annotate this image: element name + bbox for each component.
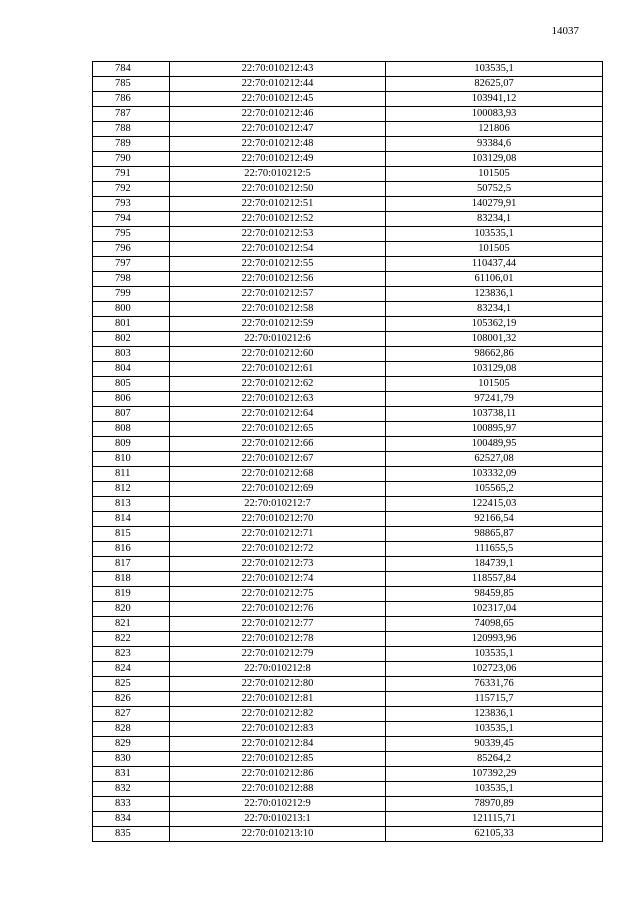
cadastral-number-cell: 22:70:010212:59 [170,317,386,332]
row-number-cell: 835 [93,827,170,842]
cadastral-number-cell: 22:70:010212:79 [170,647,386,662]
row-number-cell: 808 [93,422,170,437]
value-cell: 102723,06 [386,662,603,677]
cadastral-number-cell: 22:70:010212:50 [170,182,386,197]
row-number-cell: 791 [93,167,170,182]
cadastral-number-cell: 22:70:010212:43 [170,62,386,77]
row-number-cell: 824 [93,662,170,677]
cadastral-number-cell: 22:70:010212:61 [170,362,386,377]
cadastral-number-cell: 22:70:010212:47 [170,122,386,137]
row-number-cell: 806 [93,392,170,407]
cadastral-number-cell: 22:70:010212:7 [170,497,386,512]
value-cell: 76331,76 [386,677,603,692]
table-row [93,287,603,302]
row-number-cell: 823 [93,647,170,662]
cadastral-number-cell: 22:70:010212:63 [170,392,386,407]
row-number-cell: 820 [93,602,170,617]
value-cell: 110437,44 [386,257,603,272]
cadastral-number-cell: 22:70:010212:70 [170,512,386,527]
table-row [93,317,603,332]
row-number-cell: 790 [93,152,170,167]
cadastral-number-cell: 22:70:010212:83 [170,722,386,737]
row-number-cell: 800 [93,302,170,317]
cadastral-number-cell: 22:70:010212:74 [170,572,386,587]
cadastral-number-cell: 22:70:010212:55 [170,257,386,272]
row-number-cell: 832 [93,782,170,797]
cadastral-number-cell: 22:70:010212:76 [170,602,386,617]
row-number-cell: 805 [93,377,170,392]
table-row [93,272,603,287]
cadastral-number-cell: 22:70:010212:85 [170,752,386,767]
table-row [93,77,603,92]
table-row [93,737,603,752]
row-number-cell: 828 [93,722,170,737]
value-cell: 101505 [386,242,603,257]
value-cell: 101505 [386,167,603,182]
table-row [93,137,603,152]
cadastral-number-cell: 22:70:010212:80 [170,677,386,692]
table-row [93,422,603,437]
value-cell: 121806 [386,122,603,137]
data-table [92,61,603,842]
row-number-cell: 830 [93,752,170,767]
page-number: 14037 [551,25,579,37]
row-number-cell: 801 [93,317,170,332]
table-row [93,677,603,692]
cadastral-number-cell: 22:70:010213:10 [170,827,386,842]
table-row [93,437,603,452]
table-row [93,257,603,272]
value-cell: 100895,97 [386,422,603,437]
table-row [93,707,603,722]
value-cell: 62527,08 [386,452,603,467]
row-number-cell: 833 [93,797,170,812]
cadastral-number-cell: 22:70:010212:64 [170,407,386,422]
row-number-cell: 813 [93,497,170,512]
cadastral-number-cell: 22:70:010212:5 [170,167,386,182]
cadastral-number-cell: 22:70:010212:52 [170,212,386,227]
cadastral-number-cell: 22:70:010212:44 [170,77,386,92]
cadastral-number-cell: 22:70:010212:81 [170,692,386,707]
value-cell: 98865,87 [386,527,603,542]
row-number-cell: 798 [93,272,170,287]
value-cell: 184739,1 [386,557,603,572]
table-row [93,122,603,137]
table-row [93,362,603,377]
row-number-cell: 810 [93,452,170,467]
cadastral-number-cell: 22:70:010212:71 [170,527,386,542]
table-row [93,692,603,707]
table-row [93,467,603,482]
row-number-cell: 826 [93,692,170,707]
table-row [93,782,603,797]
row-number-cell: 809 [93,437,170,452]
value-cell: 103535,1 [386,647,603,662]
table-row [93,722,603,737]
table-row [93,302,603,317]
table-row [93,647,603,662]
table-row [93,182,603,197]
table-row [93,632,603,647]
row-number-cell: 796 [93,242,170,257]
value-cell: 122415,03 [386,497,603,512]
row-number-cell: 795 [93,227,170,242]
table-row [93,542,603,557]
value-cell: 90339,45 [386,737,603,752]
cadastral-number-cell: 22:70:010212:9 [170,797,386,812]
cadastral-number-cell: 22:70:010213:1 [170,812,386,827]
table-row [93,602,603,617]
table-row [93,752,603,767]
row-number-cell: 812 [93,482,170,497]
row-number-cell: 818 [93,572,170,587]
cadastral-number-cell: 22:70:010212:73 [170,557,386,572]
row-number-cell: 829 [93,737,170,752]
value-cell: 50752,5 [386,182,603,197]
row-number-cell: 797 [93,257,170,272]
table-row [93,662,603,677]
table-row [93,92,603,107]
row-number-cell: 831 [93,767,170,782]
value-cell: 107392,29 [386,767,603,782]
row-number-cell: 817 [93,557,170,572]
cadastral-number-cell: 22:70:010212:86 [170,767,386,782]
row-number-cell: 834 [93,812,170,827]
cadastral-number-cell: 22:70:010212:82 [170,707,386,722]
cadastral-number-cell: 22:70:010212:49 [170,152,386,167]
row-number-cell: 785 [93,77,170,92]
value-cell: 100083,93 [386,107,603,122]
value-cell: 103332,09 [386,467,603,482]
table-row [93,242,603,257]
value-cell: 83234,1 [386,212,603,227]
row-number-cell: 827 [93,707,170,722]
value-cell: 123836,1 [386,287,603,302]
value-cell: 103129,08 [386,362,603,377]
cadastral-number-cell: 22:70:010212:8 [170,662,386,677]
value-cell: 61106,01 [386,272,603,287]
cadastral-number-cell: 22:70:010212:6 [170,332,386,347]
table-row [93,587,603,602]
table-row [93,167,603,182]
value-cell: 103535,1 [386,722,603,737]
table-row [93,497,603,512]
cadastral-number-cell: 22:70:010212:57 [170,287,386,302]
row-number-cell: 787 [93,107,170,122]
cadastral-number-cell: 22:70:010212:77 [170,617,386,632]
row-number-cell: 799 [93,287,170,302]
table-row [93,152,603,167]
table-row [93,617,603,632]
cadastral-number-cell: 22:70:010212:62 [170,377,386,392]
row-number-cell: 788 [93,122,170,137]
value-cell: 98459,85 [386,587,603,602]
value-cell: 100489,95 [386,437,603,452]
table-row [93,797,603,812]
value-cell: 103535,1 [386,782,603,797]
cadastral-number-cell: 22:70:010212:51 [170,197,386,212]
table-row [93,527,603,542]
row-number-cell: 821 [93,617,170,632]
value-cell: 83234,1 [386,302,603,317]
value-cell: 111655,5 [386,542,603,557]
value-cell: 98662,86 [386,347,603,362]
value-cell: 82625,07 [386,77,603,92]
value-cell: 108001,32 [386,332,603,347]
row-number-cell: 815 [93,527,170,542]
row-number-cell: 803 [93,347,170,362]
table-row [93,572,603,587]
cadastral-number-cell: 22:70:010212:88 [170,782,386,797]
table-row [93,62,603,77]
value-cell: 103941,12 [386,92,603,107]
table-row [93,452,603,467]
row-number-cell: 814 [93,512,170,527]
row-number-cell: 825 [93,677,170,692]
row-number-cell: 822 [93,632,170,647]
value-cell: 97241,79 [386,392,603,407]
value-cell: 85264,2 [386,752,603,767]
value-cell: 120993,96 [386,632,603,647]
cadastral-number-cell: 22:70:010212:58 [170,302,386,317]
table-row [93,482,603,497]
row-number-cell: 802 [93,332,170,347]
table-row [93,407,603,422]
value-cell: 78970,89 [386,797,603,812]
cadastral-number-cell: 22:70:010212:84 [170,737,386,752]
value-cell: 101505 [386,377,603,392]
row-number-cell: 784 [93,62,170,77]
cadastral-number-cell: 22:70:010212:45 [170,92,386,107]
value-cell: 102317,04 [386,602,603,617]
table-row [93,197,603,212]
table-row [93,812,603,827]
value-cell: 115715,7 [386,692,603,707]
row-number-cell: 816 [93,542,170,557]
value-cell: 92166,54 [386,512,603,527]
table-row [93,557,603,572]
cadastral-number-cell: 22:70:010212:56 [170,272,386,287]
cadastral-number-cell: 22:70:010212:48 [170,137,386,152]
table-row [93,107,603,122]
value-cell: 74098,65 [386,617,603,632]
table-body [93,62,603,842]
table-row [93,332,603,347]
row-number-cell: 811 [93,467,170,482]
cadastral-number-cell: 22:70:010212:54 [170,242,386,257]
cadastral-number-cell: 22:70:010212:53 [170,227,386,242]
cadastral-number-cell: 22:70:010212:65 [170,422,386,437]
cadastral-number-cell: 22:70:010212:78 [170,632,386,647]
value-cell: 103738,11 [386,407,603,422]
value-cell: 118557,84 [386,572,603,587]
table-row [93,347,603,362]
value-cell: 62105,33 [386,827,603,842]
value-cell: 123836,1 [386,707,603,722]
table-row [93,212,603,227]
value-cell: 103535,1 [386,227,603,242]
table-row [93,392,603,407]
table-row [93,767,603,782]
row-number-cell: 786 [93,92,170,107]
cadastral-number-cell: 22:70:010212:60 [170,347,386,362]
cadastral-number-cell: 22:70:010212:67 [170,452,386,467]
table-row [93,827,603,842]
value-cell: 103535,1 [386,62,603,77]
table-row [93,377,603,392]
row-number-cell: 792 [93,182,170,197]
row-number-cell: 804 [93,362,170,377]
value-cell: 121115,71 [386,812,603,827]
value-cell: 105565,2 [386,482,603,497]
row-number-cell: 793 [93,197,170,212]
value-cell: 140279,91 [386,197,603,212]
row-number-cell: 807 [93,407,170,422]
table-row [93,512,603,527]
value-cell: 103129,08 [386,152,603,167]
value-cell: 93384,6 [386,137,603,152]
row-number-cell: 819 [93,587,170,602]
cadastral-number-cell: 22:70:010212:46 [170,107,386,122]
row-number-cell: 794 [93,212,170,227]
value-cell: 105362,19 [386,317,603,332]
table-row [93,227,603,242]
row-number-cell: 789 [93,137,170,152]
cadastral-number-cell: 22:70:010212:72 [170,542,386,557]
cadastral-number-cell: 22:70:010212:66 [170,437,386,452]
cadastral-number-cell: 22:70:010212:68 [170,467,386,482]
cadastral-number-cell: 22:70:010212:69 [170,482,386,497]
cadastral-number-cell: 22:70:010212:75 [170,587,386,602]
